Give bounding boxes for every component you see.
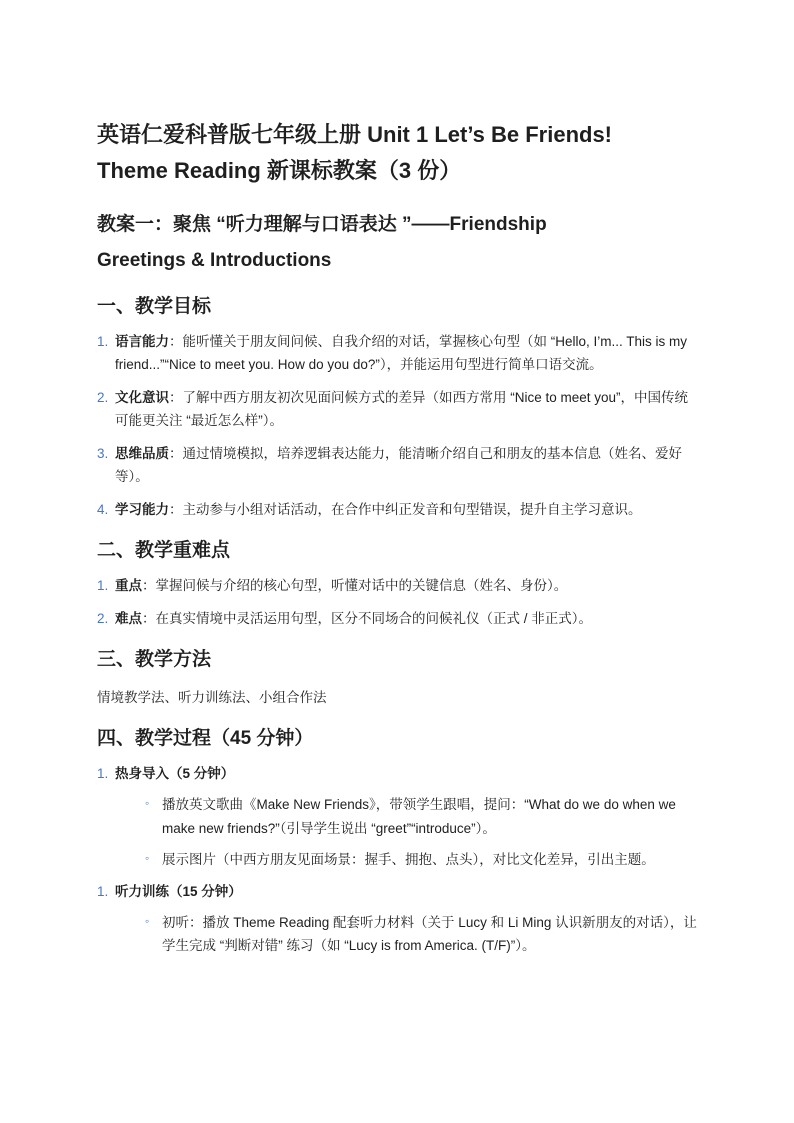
process-stage-listening [97, 880, 697, 958]
item-text: 掌握问候与介绍的核心句型，听懂对话中的关键信息（姓名、身份）。 [155, 578, 568, 593]
list-number: 2. [97, 611, 109, 626]
item-label: 语言能力 [115, 334, 169, 349]
bullet-item [145, 793, 697, 840]
document-body [97, 117, 697, 966]
bullet-text: 展示图片（中西方朋友见面场景：握手、拥抱、点头），对比文化差异，引出主题。 [162, 852, 655, 867]
process-list [97, 762, 697, 958]
list-item [97, 574, 697, 597]
item-separator: ： [142, 611, 156, 626]
goals-list [97, 330, 697, 521]
list-number: 1. [97, 334, 109, 349]
list-item [97, 498, 697, 521]
list-number: 3. [97, 446, 109, 461]
title-line-2: Theme Reading 新课标教案（3 份） [97, 158, 462, 183]
stage-bullets [115, 911, 697, 958]
item-text: 能听懂关于朋友间问候、自我介绍的对话，掌握核心句型（如 “Hello, I’m... This is my friend...”“Nice to meet you. How do you do?”），并能运用句型进行简单口语交流。 [115, 334, 688, 372]
stage-title: 听力训练（15 分钟） [115, 883, 242, 899]
bullet-item [145, 911, 697, 958]
section-heading-methods: 三、教学方法 [97, 649, 212, 670]
hollow-circle-bullet-icon: ◦ [145, 913, 150, 928]
item-label: 文化意识 [115, 390, 169, 405]
keypoints-list [97, 574, 697, 630]
list-item [97, 607, 697, 630]
item-text: 了解中西方朋友初次见面问候方式的差异（如西方常用 “Nice to meet you”，中国传统可能更关注 “最近怎么样”）。 [115, 390, 689, 428]
lesson-subtitle [97, 207, 697, 279]
item-separator: ： [169, 502, 183, 517]
list-number: 1. [97, 766, 109, 781]
stage-title: 热身导入（5 分钟） [115, 766, 235, 781]
methods-text: 情境教学法、听力训练法、小组合作法 [97, 690, 327, 705]
item-separator: ： [169, 334, 183, 349]
bullet-text: 初听：播放 Theme Reading 配套听力材料（关于 Lucy 和 Li Ming 认识新朋友的对话），让学生完成 “判断对错” 练习（如 “Lucy is from America. (T/F)”）。 [162, 914, 697, 953]
list-number: 4. [97, 502, 109, 517]
hollow-circle-bullet-icon: ◦ [145, 796, 150, 810]
item-separator: ： [169, 390, 183, 405]
list-number: 1. [97, 578, 109, 593]
item-text: 主动参与小组对话活动，在合作中纠正发音和句型错误，提升自主学习意识。 [182, 502, 642, 517]
item-label: 重点 [115, 578, 142, 593]
list-item [97, 330, 697, 376]
hollow-circle-bullet-icon: ◦ [145, 851, 150, 865]
list-item [97, 386, 697, 432]
list-item [97, 442, 697, 488]
section-heading-keypoints: 二、教学重难点 [97, 540, 231, 561]
item-text: 通过情境模拟，培养逻辑表达能力，能清晰介绍自己和朋友的基本信息（姓名、爱好等）。 [115, 446, 682, 484]
title-line-1: 英语仁爱科普版七年级上册 Unit 1 Let’s Be Friends! [97, 122, 613, 147]
item-label: 学习能力 [115, 502, 169, 517]
subtitle-line-2: Greetings & Introductions [97, 250, 332, 271]
section-heading-goals: 一、教学目标 [97, 296, 212, 317]
bullet-item [145, 848, 697, 872]
item-label: 难点 [115, 611, 142, 626]
subtitle-line-1: 教案一：聚焦 “听力理解与口语表达 ”——Friendship [97, 214, 547, 235]
stage-bullets [115, 793, 697, 872]
item-text: 在真实情境中灵活运用句型，区分不同场合的问候礼仪（正式 / 非正式）。 [155, 611, 593, 626]
item-separator: ： [142, 578, 156, 593]
list-number: 2. [97, 390, 109, 405]
list-number: 1. [97, 883, 109, 899]
process-stage-warmup [97, 762, 697, 872]
item-separator: ： [169, 446, 183, 461]
bullet-text: 播放英文歌曲《Make New Friends》，带领学生跟唱，提问：“What do we do when we make new friends?”（引导学生说出 “greet”“introduce”）。 [162, 797, 676, 836]
document-title [97, 117, 697, 189]
section-heading-process: 四、教学过程（45 分钟） [97, 728, 314, 749]
item-label: 思维品质 [115, 446, 169, 461]
